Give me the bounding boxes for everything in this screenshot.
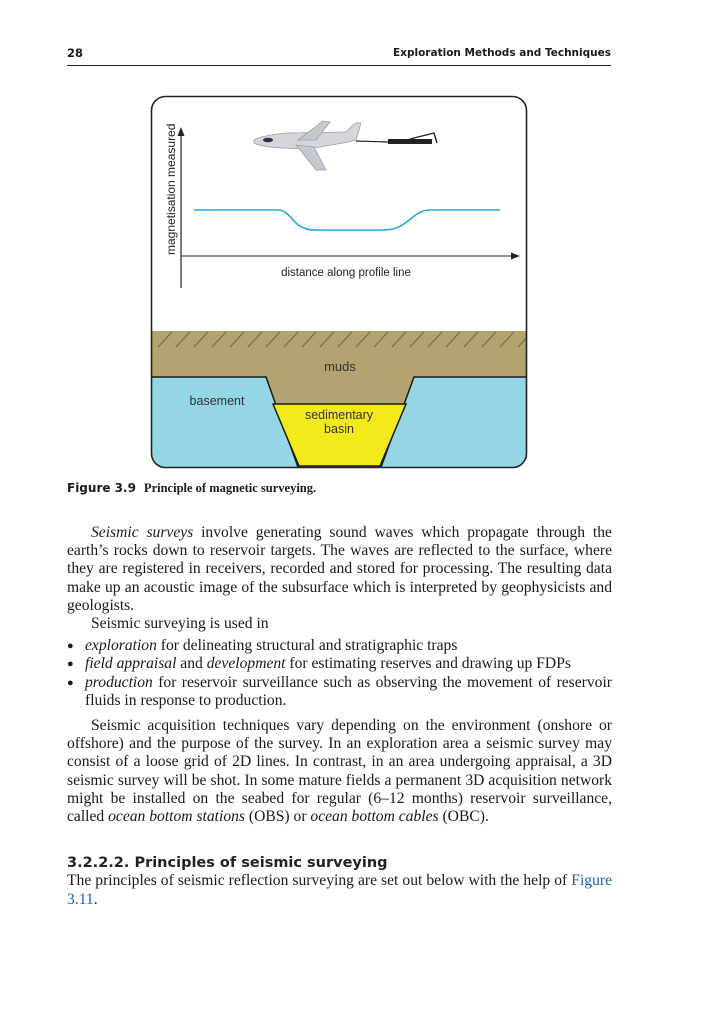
term-production: production [85,673,153,691]
paragraph-text: . [93,890,98,908]
figure-caption [67,481,316,496]
figure-diagram [150,95,528,470]
list-item-text: for estimating reserves and drawing up FDPs [285,655,571,673]
figure-caption-text: Principle of magnetic surveying. [143,481,317,495]
paragraph-text: The principles of seismic reflection surveying are set out below with the help of [67,872,572,890]
running-title: Exploration Methods and Techniques [393,47,611,59]
list-item-text: and [176,655,207,673]
list-item [67,655,612,673]
list-item [67,637,612,655]
list-item [67,674,612,710]
section-heading: 3.2.2.2. Principles of seismic surveying [67,855,388,872]
paragraph-text: (OBS) or [245,808,311,826]
basin-label-line1: sedimentary [304,408,374,422]
list-item-text: for delineating structural and stratigraphic traps [156,637,458,655]
magnetic-survey-figure [150,95,528,470]
paragraph-acquisition [67,717,612,826]
paragraph-principles [67,872,612,908]
term-ocean-bottom-cables: ocean bottom cables [310,808,439,826]
paragraph-text: Seismic acquisition techniques vary depending on the environment (onshore or offshore) and the purpose of the survey. In an exploration area a seismic survey may consist of a loose grid of 2D lines. In contrast, in an area undergoing appraisal, a 3D seismic survey will be shot. In some mature fields a permanent 3D acquisition network might be installed on the seabed for regular (6–12 months) reservoir surveillance, called [67,717,612,826]
term-ocean-bottom-stations: ocean bottom stations [108,808,245,826]
page-number: 28 [67,46,84,60]
figure-3-11-link[interactable]: Figure 3.11 [67,872,612,908]
basement-label: basement [189,394,245,408]
body-text [67,524,612,909]
figure-label: Figure 3.9 [67,481,136,495]
paragraph-used-in: Seismic surveying is used in [91,615,269,633]
list-item-text: for reservoir surveillance such as observing the movement of reservoir fluids in response to production. [85,673,612,709]
term-exploration: exploration [85,637,157,655]
basin-label-line2: basin [324,422,354,436]
paragraph-text: involve generating sound waves which propagate through the earth’s rocks down to reservoir targets. The waves are reflected to the surface, where they are registered in receivers, recorded and stored for processing. The resulting data make up an acoustic image of the subsurface which is interpreted by geophysicists and geologists. [67,524,612,614]
paragraph-seismic-surveys [67,524,612,615]
y-axis-label: magnetisation measured [164,123,178,255]
running-header [67,45,611,66]
term-seismic-surveys: Seismic surveys [91,524,194,541]
muds-label: muds [324,359,356,374]
uses-list [67,637,612,710]
term-field-appraisal: field appraisal [85,655,177,673]
paragraph-text: (OBC). [438,808,489,826]
x-axis-label: distance along profile line [281,267,411,279]
term-development: development [206,655,286,673]
